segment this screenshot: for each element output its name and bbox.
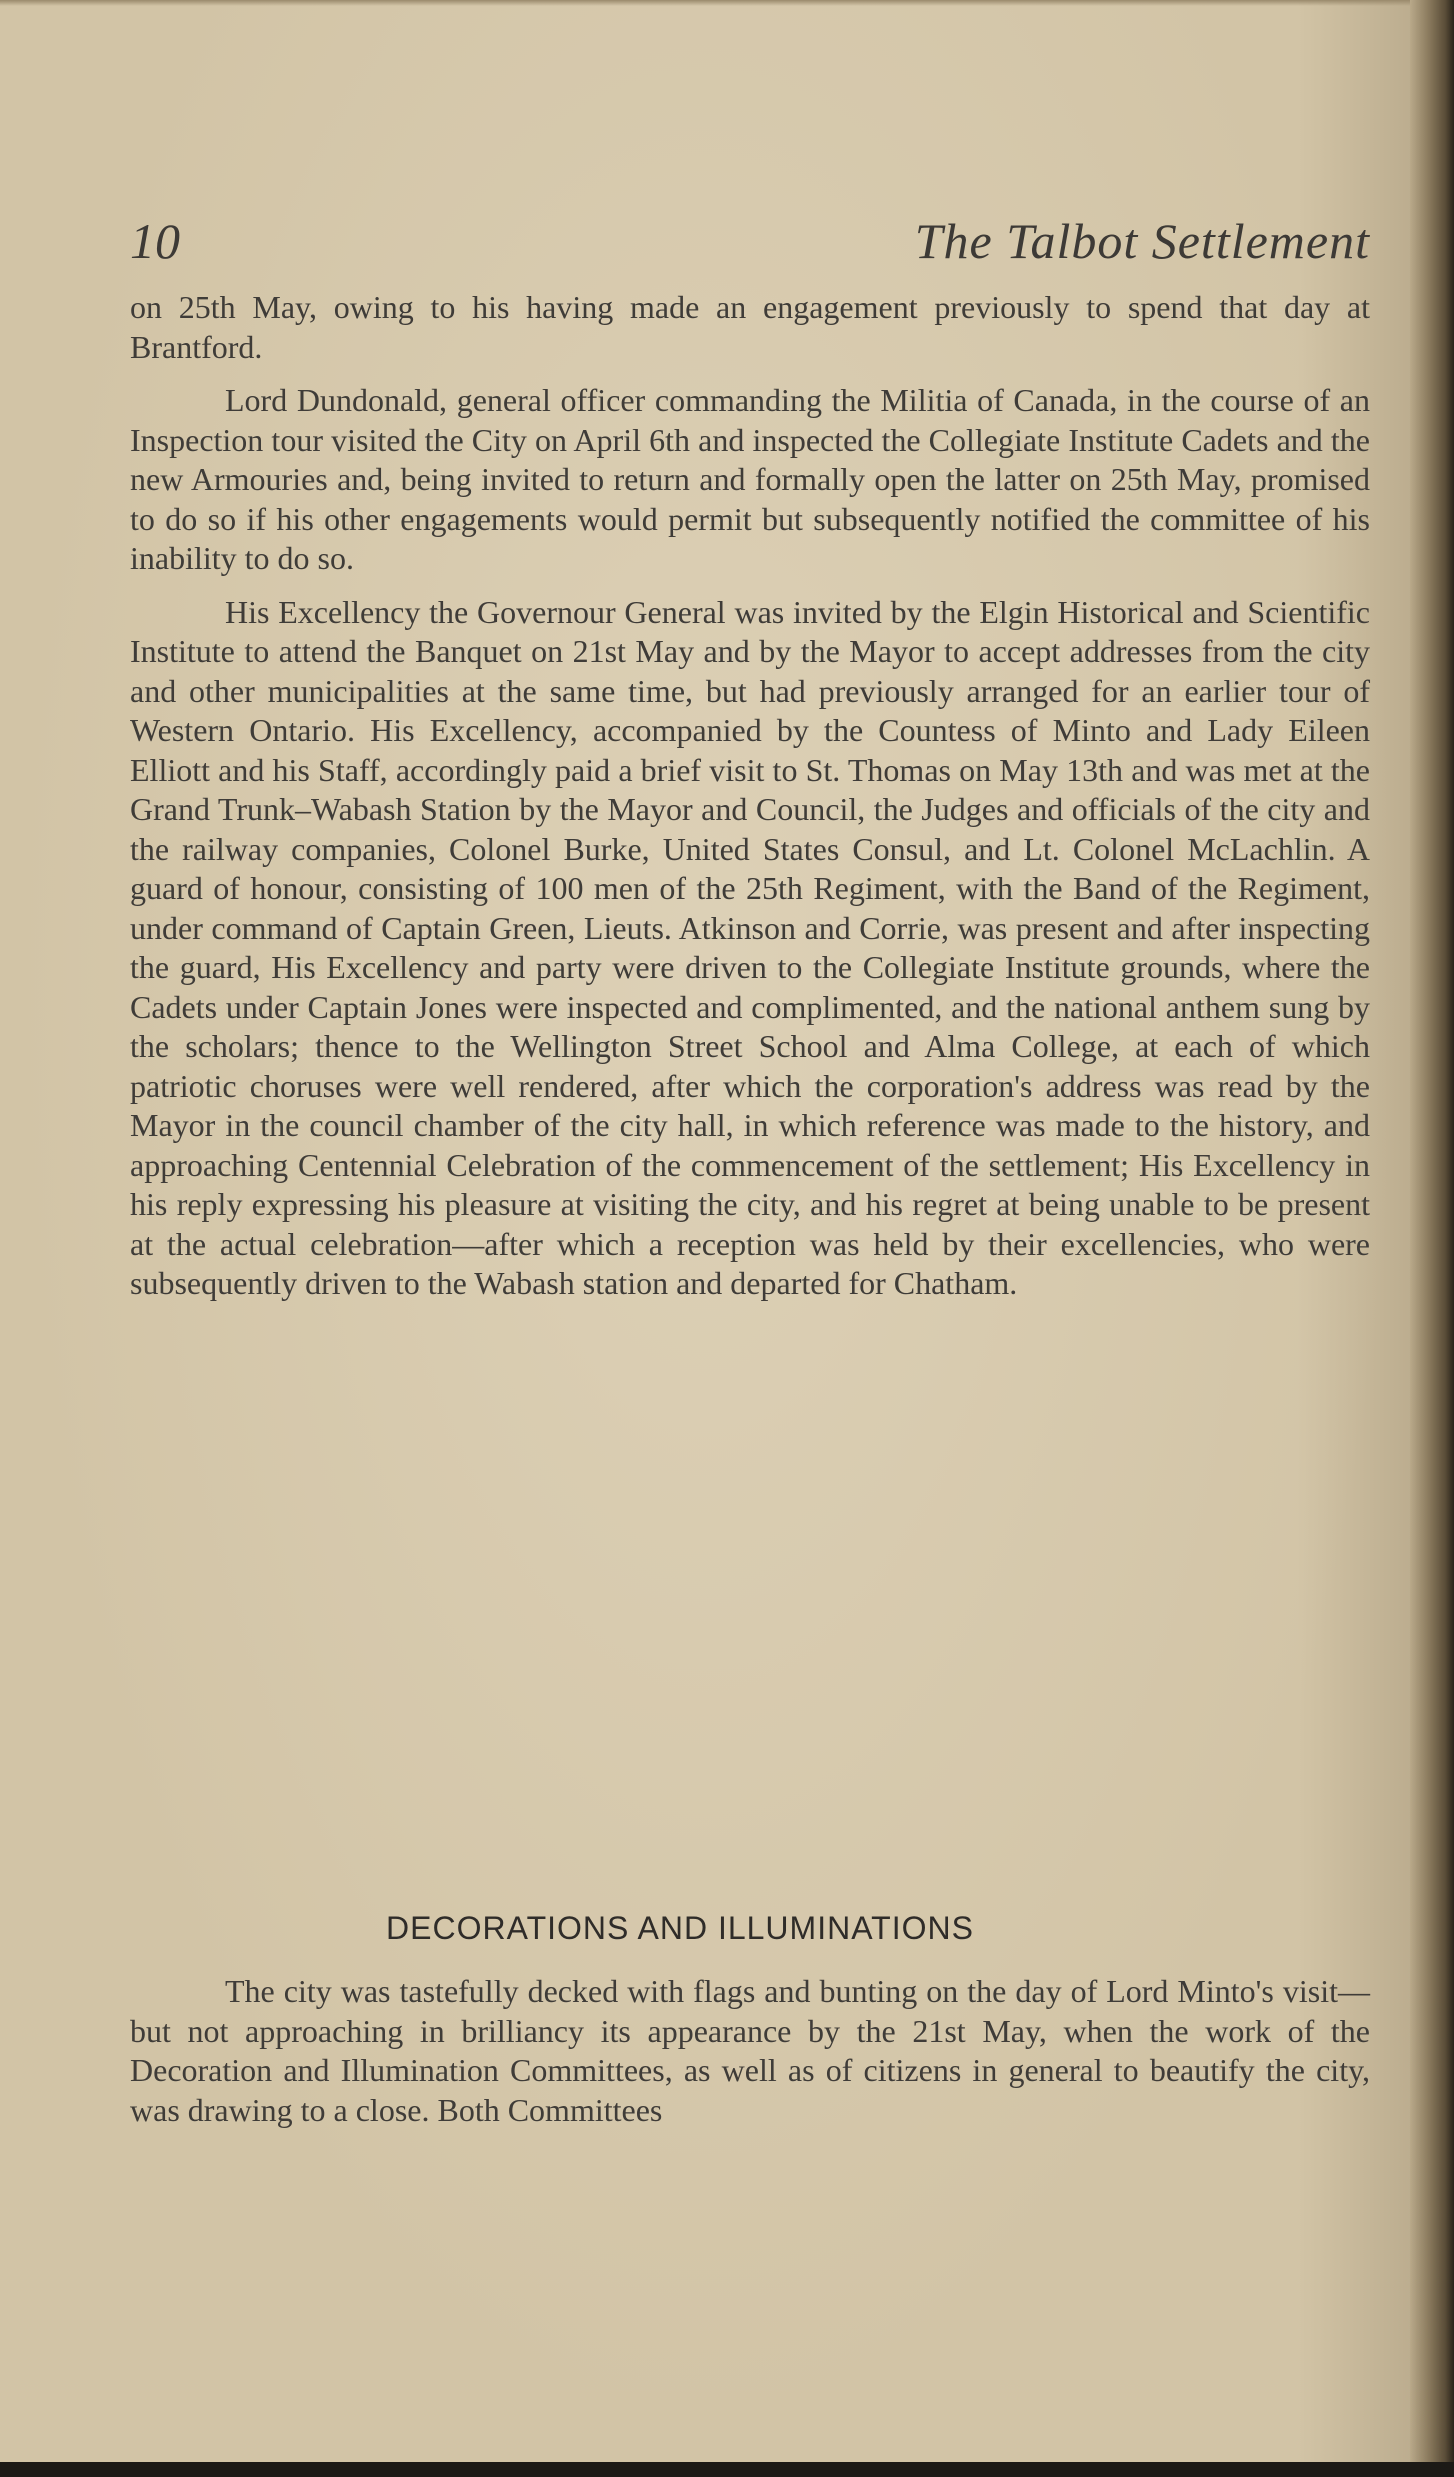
section-heading: DECORATIONS AND ILLUMINATIONS bbox=[386, 1910, 974, 1946]
paragraph-dundonald: Lord Dundonald, general officer commanding the Militia of Canada, in the course of an Inspection tour visited the City on April 6th and inspected the Collegiate Institute Cadets and the new Armouries and, being invited to return and formally open the latter on 25th May, promised to do so if his other engagements would permit but subsequently notified the committee of his inability to do so. bbox=[130, 382, 1370, 576]
page-top-shadow bbox=[0, 0, 1454, 6]
running-head: The Talbot Settlement bbox=[914, 213, 1370, 269]
page-right-edge bbox=[1410, 0, 1454, 2477]
main-text bbox=[130, 288, 1370, 1318]
page-number: 10 bbox=[130, 213, 180, 269]
page-header bbox=[130, 212, 1370, 282]
page-bottom-edge bbox=[0, 2462, 1454, 2477]
paragraph-continued: on 25th May, owing to his having made an engagement previously to spend that day at Brantford. bbox=[130, 289, 1370, 365]
paragraph-decorations: The city was tastefully decked with flags and bunting on the day of Lord Minto's visit—but not approaching in brilliancy its appearance by the 21st May, when the work of the Decoration and Illumination Committees, as well as of citizens in general to beautify the city, was drawing to a close. Both Committees bbox=[130, 1973, 1370, 2128]
section-text bbox=[130, 1972, 1370, 2130]
paragraph-governour-general: His Excellency the Governour General was invited by the Elgin Historical and Scientific Institute to attend the Banquet on 21st May and by the Mayor to accept addresses from the city and other municipalities at the same time, but had previously arranged for an earlier tour of Western Ontario. His Excellency, accompanied by the Countess of Minto and Lady Eileen Elliott and his Staff, accordingly paid a brief visit to St. Thomas on May 13th and was met at the Grand Trunk–Wabash Station by the Mayor and Council, the Judges and officials of the city and the railway companies, Colonel Burke, United States Consul, and Lt. Colonel McLachlin. A guard of honour, consisting of 100 men of the 25th Regiment, with the Band of the Regiment, under command of Captain Green, Lieuts. Atkinson and Corrie, was present and after inspecting the guard, His Excellency and party were driven to the Collegiate Institute grounds, where the Cadets under Captain Jones were inspected and complimented, and the national anthem sung by the scholars; thence to the Wellington Street School and Alma College, at each of which patriotic choruses were well rendered, after which the corporation's address was read by the Mayor in the council chamber of the city hall, in which reference was made to the history, and approaching Centennial Celebration of the commencement of the settlement; His Excellency in his reply expressing his pleasure at visiting the city, and his regret at being unable to be present at the actual celebration—after which a reception was held by their excellencies, who were subsequently driven to the Wabash station and departed for Chatham. bbox=[130, 593, 1370, 1301]
